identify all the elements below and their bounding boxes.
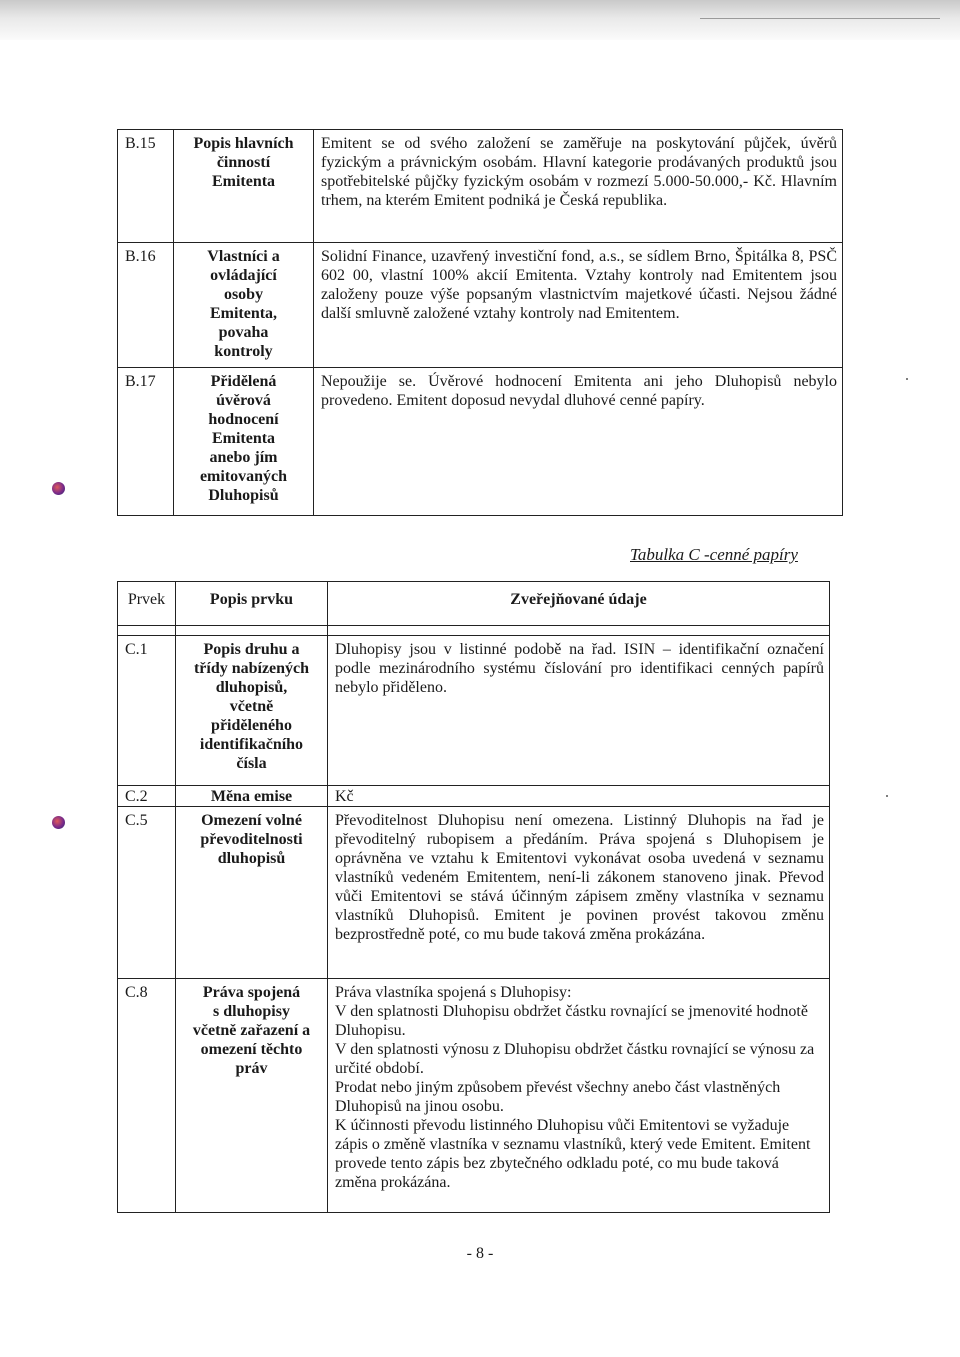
row-code: B.15 bbox=[118, 130, 174, 243]
row-heading bbox=[176, 979, 328, 1213]
heading-line: Přidělená bbox=[210, 373, 277, 390]
row-heading bbox=[176, 786, 328, 807]
heading-line: Vlastníci a bbox=[207, 248, 280, 265]
table-row bbox=[118, 979, 830, 1213]
binder-hole-mark bbox=[52, 816, 65, 829]
column-header: Prvek bbox=[118, 582, 176, 626]
table-row bbox=[118, 636, 830, 786]
row-code: B.17 bbox=[118, 368, 174, 516]
heading-line: včetně bbox=[229, 698, 274, 715]
heading-line: Emitenta, bbox=[209, 305, 278, 322]
table-caption: Tabulka C -cenné papíry bbox=[630, 545, 798, 564]
table-row bbox=[118, 807, 830, 979]
row-content bbox=[328, 807, 830, 979]
table-row bbox=[118, 130, 843, 243]
spacer-cell bbox=[176, 626, 328, 636]
heading-line: Měna emise bbox=[210, 788, 293, 805]
content-paragraph: Emitent se od svého založení se zaměřuje na poskytování půjček, úvěrů fyzickým a právnickým osobám. Hlavní kategorie prodávaných produktů jsou spotřebitelské půjčky fyzickým osobám v rozmezí 5.000-50.000,- Kč. Hlavním trhem, na kterém Emitent podniká je Česká republika. bbox=[321, 135, 837, 209]
content-paragraph: Dluhopisy jsou v listinné podobě na řad. ISIN – identifikační označení podle mezinárodního systému číslování pro identifikaci cenných papírů nebylo přiděleno. bbox=[335, 641, 824, 696]
spacer-row bbox=[118, 626, 830, 636]
scan-shadow bbox=[0, 0, 960, 40]
heading-line: Emitenta bbox=[211, 173, 276, 190]
scan-artifact-line bbox=[700, 18, 940, 19]
row-code: C.1 bbox=[118, 636, 176, 786]
heading-line: identifikačního bbox=[199, 736, 304, 753]
heading-line: činností bbox=[216, 154, 271, 171]
binder-hole-mark bbox=[52, 482, 65, 495]
spacer-cell bbox=[328, 626, 830, 636]
column-header: Popis prvku bbox=[176, 582, 328, 626]
heading-line: Popis hlavních bbox=[193, 135, 294, 152]
row-heading bbox=[174, 243, 314, 368]
row-heading bbox=[176, 807, 328, 979]
heading-line: včetně zařazení a bbox=[192, 1022, 311, 1039]
column-header: Zveřejňované údaje bbox=[328, 582, 830, 626]
heading-line: čísla bbox=[236, 755, 267, 772]
content-paragraph: Prodat nebo jiným způsobem převést všechny anebo část vlastněných Dluhopisů na jinou osobu. bbox=[335, 1079, 781, 1115]
row-code: C.8 bbox=[118, 979, 176, 1213]
row-heading bbox=[174, 130, 314, 243]
scan-speck bbox=[906, 378, 908, 380]
row-content bbox=[328, 786, 830, 807]
row-content bbox=[328, 979, 830, 1213]
table-c bbox=[117, 581, 830, 1213]
content-paragraph: Převoditelnost Dluhopisu není omezena. Listinný Dluhopis na řad je převoditelný rubopisem a předáním. Práva spojená s Dluhopisem je oprávněna ve vztahu k Emitentovi vykonávat osoba uvedená v seznamu vlastníků vedeném Emitentem, není-li zákonem stanoveno jinak. Převod vůči Emitentovi se stává účinným zápisem změny vlastníka v seznamu vlastníků Dluhopisů. Emitent je povinen provést takovou změnu bezprostředně poté, co mu bude taková změna prokázána. bbox=[335, 812, 824, 943]
heading-line: Omezení volné bbox=[201, 812, 302, 829]
heading-line: ovládající bbox=[210, 267, 277, 284]
heading-line: přiděleného bbox=[211, 717, 292, 734]
row-content bbox=[314, 243, 843, 368]
heading-line: Popis druhu a bbox=[203, 641, 300, 658]
heading-line: Emitenta bbox=[211, 430, 276, 447]
content-paragraph: V den splatnosti výnosu z Dluhopisu obdržet částku rovnající se výnosu za určité období. bbox=[335, 1041, 815, 1077]
heading-line: emitovaných bbox=[199, 468, 288, 485]
heading-line: hodnocení bbox=[208, 411, 279, 428]
page-number: - 8 - bbox=[466, 1245, 494, 1262]
row-heading bbox=[176, 636, 328, 786]
heading-line: dluhopisů bbox=[217, 850, 286, 867]
heading-line: převoditelnosti bbox=[200, 831, 303, 848]
heading-line: Práva spojená bbox=[202, 984, 301, 1001]
table-row bbox=[118, 368, 843, 516]
content-paragraph: Práva vlastníka spojená s Dluhopisy: bbox=[335, 984, 572, 1001]
spacer-cell bbox=[118, 626, 176, 636]
heading-line: kontroly bbox=[214, 343, 273, 360]
heading-line: úvěrová bbox=[216, 392, 271, 409]
row-content bbox=[314, 130, 843, 243]
content-paragraph: V den splatnosti Dluhopisu obdržet částku rovnající se jmenovité hodnotě Dluhopisu. bbox=[335, 1003, 808, 1039]
scan-speck bbox=[886, 795, 888, 797]
heading-line: práv bbox=[235, 1060, 268, 1077]
content-paragraph: Nepoužije se. Úvěrové hodnocení Emitenta ani jeho Dluhopisů nebylo provedeno. Emitent doposud nevydal dluhové cenné papíry. bbox=[321, 373, 837, 409]
heading-line: Dluhopisů bbox=[208, 487, 279, 504]
content-paragraph: Solidní Finance, uzavřený investiční fond, a.s., se sídlem Brno, Špitálka 8, PSČ 602 00, vlastní 100% akcií Emitenta. Vztahy kontroly nad Emitentem jsou založeny pouze výše popsaným vlastnictvím majetkové účasti. Nejsou žádné další smluvně založené vztahy kontroly nad Emitentem. bbox=[321, 248, 837, 322]
table-header-row bbox=[118, 582, 830, 626]
heading-line: omezení těchto bbox=[200, 1041, 303, 1058]
row-heading bbox=[174, 368, 314, 516]
content-paragraph: Kč bbox=[335, 788, 354, 805]
row-code: C.5 bbox=[118, 807, 176, 979]
heading-line: anebo jím bbox=[209, 449, 278, 466]
heading-line: s dluhopisy bbox=[213, 1003, 290, 1020]
heading-line: třídy nabízených bbox=[193, 660, 310, 677]
row-code: C.2 bbox=[118, 786, 176, 807]
row-content bbox=[314, 368, 843, 516]
table-row bbox=[118, 243, 843, 368]
table-b bbox=[117, 129, 843, 516]
row-content bbox=[328, 636, 830, 786]
heading-line: osoby bbox=[223, 286, 264, 303]
heading-line: dluhopisů, bbox=[215, 679, 288, 696]
heading-line: povaha bbox=[218, 324, 269, 341]
row-code: B.16 bbox=[118, 243, 174, 368]
content-paragraph: K účinnosti převodu listinného Dluhopisu vůči Emitentovi se vyžaduje zápis o změně vlastníka v seznamu vlastníků, který vede Emitent. Emitent provede tento zápis bez zbytečného odkladu poté, co mu bude taková změna prokázána. bbox=[335, 1117, 811, 1191]
table-row bbox=[118, 786, 830, 807]
